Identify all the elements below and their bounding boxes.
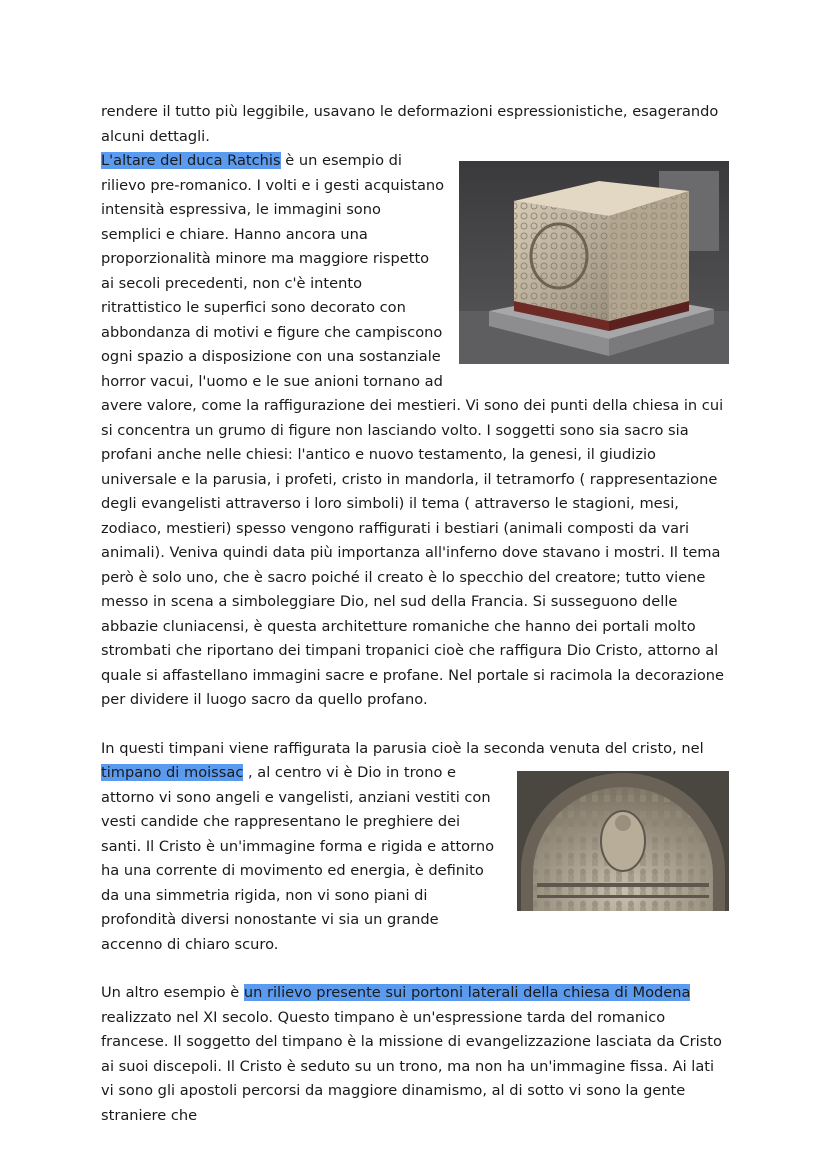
altar-photo [459, 161, 729, 364]
tympanum-photo [517, 771, 729, 911]
paragraph-modena [101, 981, 729, 1128]
paragraph-gap [101, 957, 729, 981]
paragraph-text: In questi timpani viene raffigurata la parusia cioè la seconda venuta del cristo, nel [101, 739, 704, 757]
float-image-moissac [517, 771, 729, 911]
paragraph-text: , al centro vi è Dio in trono e attorno vi sono angeli e vangelisti, anziani vestiti con vesti candide che rappresentano le preghiere dei santi. Il Cristo è un'immagine forma e rigida e attorno ha una corrente di movimento ed energia, è definito da una simmetria rigida, non vi sono piani di profondità diversi nonostante vi sia un grande accenno di chiaro scuro. [101, 764, 495, 953]
paragraph-gap [101, 713, 729, 737]
paragraph-text: rendere il tutto più leggibile, usavano le deformazioni espressionistiche, esagerando alcuni dettagli. [101, 103, 719, 145]
document-page [101, 100, 729, 1128]
paragraph-text: Un altro esempio è [101, 984, 244, 1001]
paragraph-text: realizzato nel XI secolo. Questo timpano è un'espressione tarda del romanico francese. Il soggetto del timpano è la missione di evangelizzazione lasciata da Cristo ai suoi discepoli. Il Cristo è seduto su un trono, ma non ha un'immagine fissa. Ai lati vi sono gli apostoli percorsi da maggiore dinamismo, al di sotto vi sono la gente straniere che [101, 1008, 722, 1124]
float-image-ratchis [459, 161, 729, 364]
paragraph-intro [101, 100, 729, 149]
highlight-moissac: timpano di moissac [101, 764, 244, 781]
highlight-ratchis: L'altare del duca Ratchis [101, 152, 281, 169]
paragraph-ratchis [101, 149, 729, 713]
paragraph-text: è un esempio di rilievo pre-romanico. I volti e i gesti acquistano intensità espressiva, le immagini sono semplici e chiare. Hanno ancora una proporzionalità minore ma maggiore rispetto ai secoli precedenti, non c'è intento ritrattistico le superfici sono decorato con abbondanza di motivi e figure che campiscono ogni spazio a disposizione con una sostanziale horror vacui, l'uomo e le sue anioni tornano ad avere valore, come la raffigurazione dei mestieri. Vi sono dei punti della chiesa in cui si concentra un grumo di figure non lasciando volto. I soggetti sono sia sacro sia profani anche nelle chiesi: l'antico e nuovo testamento, la genesi, il giudizio universale e la parusia, i profeti, cristo in mandorla, il tetramorfo ( rappresentazione degli evangelisti attraverso i loro simboli) il tema ( attraverso le stagioni, mesi, zodiaco, mestieri) spesso vengono raffigurati i bestiari (animali composti da vari animali). Veniva quindi data più importanza all'inferno dove stavano i mostri. Il tema però è solo uno, che è sacro poiché il creato è lo specchio del creatore; tutto viene messo in scena a simboleggiare Dio, nel sud della Francia. Si susseguono delle abbazie cluniacensi, è questa architetture romaniche che hanno dei portali molto strombati che riportano dei timpani tropanici cioè che raffigura Dio Cristo, attorno al quale si affastellano immagini sacre e profane. Nel portale si racimola la decorazione per dividere il luogo sacro da quello profano. [101, 152, 725, 708]
highlight-modena: un rilievo presente sui portoni laterali della chiesa di Modena [243, 984, 691, 1001]
paragraph-moissac [101, 737, 729, 958]
